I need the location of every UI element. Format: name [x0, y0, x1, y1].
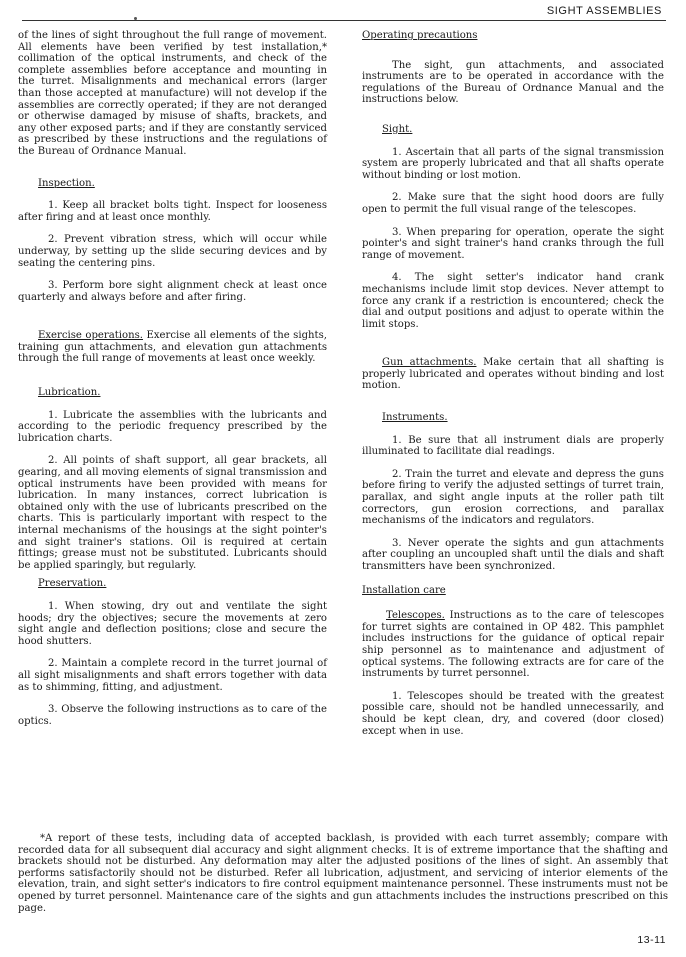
inspection-heading: Inspection.	[38, 177, 95, 189]
sight-item-4: 4. The sight setter's indicator hand crank mechanisms include limit stop devices. Never attempt to force any crank if a restriction is encountered; check the dial and output positions and adjust to operate within the limit stops.	[362, 272, 664, 330]
instruments-heading: Instruments.	[382, 412, 448, 424]
telescopes-item-1: 1. Telescopes should be treated with the greatest possible care, should not be handled unnecessarily, and should be kept clean, dry, and covered (door closed) except when in use.	[362, 690, 664, 737]
telescopes-paragraph	[362, 610, 664, 680]
sight-heading: Sight.	[382, 123, 413, 135]
scan-mark	[134, 17, 137, 20]
footnote	[18, 833, 668, 914]
intro-paragraph: of the lines of sight throughout the full range of movement. All elements have been verified by test installation,* collimation of the optical instruments, and check of the complete assemblies before acceptance and mounting in the turret. Misalignments and mechanical errors (larger than those accepted at manufacture) will not develop if the assemblies are correctly operated; if they are not deranged or otherwise damaged by misuse of shafts, brackets, and any other exposed parts; and if they are constantly serviced as prescribed by these instructions and the regulations of the Bureau of Ordnance Manual.	[18, 30, 327, 157]
telescopes-text: Instructions as to the care of telescopes for turret sights are contained in OP 482. This pamphlet includes instructions for the guidance of optical repair ship personnel as to maintenance and adjustment of optical systems. The following extracts are for care of the instruments by turret personnel.	[362, 610, 664, 680]
preservation-item-2: 2. Maintain a complete record in the turret journal of all sight misalignments and shaft errors together with data as to shimming, fitting, and adjustment.	[18, 658, 327, 693]
page-number: 13-11	[637, 934, 666, 946]
operating-heading: Operating precautions	[362, 30, 478, 41]
preservation-item-3: 3. Observe the following instructions as to care of the optics.	[18, 704, 327, 727]
preservation-item-1: 1. When stowing, dry out and ventilate the sight hoods; dry the objectives; secure the movements at zero sight angle and deflection positions; close and secure the hood shutters.	[18, 600, 327, 647]
inspection-item-2: 2. Prevent vibration stress, which will occur while underway, by setting up the slide securing devices and by seating the centering pins.	[18, 234, 327, 269]
running-header	[22, 0, 666, 21]
right-column	[362, 30, 664, 737]
inspection-item-1: 1. Keep all bracket bolts tight. Inspect for looseness after firing and at least once monthly.	[18, 200, 327, 223]
telescopes-heading: Telescopes.	[386, 610, 445, 622]
gun-attachments-heading: Gun attachments.	[382, 357, 477, 369]
sight-item-1: 1. Ascertain that all parts of the signal transmission system are properly lubricated and that all shafts operate without binding or lost motion.	[362, 146, 664, 181]
operating-text: The sight, gun attachments, and associated instruments are to be operated in accordance with the regulations of the Bureau of Ordnance Manual and the instructions below.	[362, 59, 664, 106]
lubrication-item-1: 1. Lubricate the assemblies with the lubricants and according to the periodic frequency prescribed by the lubrication charts.	[18, 409, 327, 444]
gun-attachments-text: Make certain that all shafting is properly lubricated and operates without binding and lost motion.	[362, 357, 664, 392]
footnote-text: *A report of these tests, including data of accepted backlash, is provided with each turret assembly; compare with recorded data for all subsequent dial accuracy and sight alignment checks. It is of extreme importance that the shafting and brackets should not be disturbed. Any deformation may alter the adjusted positions of the lines of sight. An assembly that performs satisfactorily should not be disturbed. Refer all lubrication, adjustment, and servicing of interior elements of the elevation, train, and sight setter's indicators to fire control equipment maintenance personnel. These instruments must not be opened by turret personnel. Maintenance care of the sights and gun attachments includes the instructions prescribed on this page.	[18, 833, 668, 914]
instruments-item-3: 3. Never operate the sights and gun attachments after coupling an uncoupled shaft until the dials and shaft transmitters have been synchronized.	[362, 537, 664, 572]
exercise-paragraph	[18, 330, 327, 365]
sight-item-2: 2. Make sure that the sight hood doors are fully open to permit the full visual range of the telescopes.	[362, 192, 664, 215]
instruments-item-2: 2. Train the turret and elevate and depress the guns before firing to verify the adjusted settings of turret train, parallax, and sight angle inputs at the roller path tilt correctors, gun erosion corrections, and parallax mechanisms of the indicators and regulators.	[362, 468, 664, 527]
instruments-item-1: 1. Be sure that all instrument dials are properly illuminated to facilitate dial readings.	[362, 434, 664, 458]
sight-item-3: 3. When preparing for operation, operate the sight pointer's and sight trainer's hand cranks through the full range of movement.	[362, 226, 664, 261]
left-column	[18, 30, 327, 727]
inspection-item-3: 3. Perform bore sight alignment check at least once quarterly and always before and after firing.	[18, 280, 327, 303]
header-title: SIGHT ASSEMBLIES	[546, 5, 662, 17]
gun-attachments-paragraph	[362, 357, 664, 392]
installation-heading: Installation care	[362, 584, 446, 596]
preservation-heading: Preservation.	[38, 578, 107, 590]
exercise-heading: Exercise operations.	[38, 330, 143, 342]
exercise-text: Exercise all elements of the sights, training gun attachments, and elevation gun attachments through the full range of movements at least once weekly.	[18, 330, 327, 365]
lubrication-heading: Lubrication.	[38, 387, 101, 399]
lubrication-item-2: 2. All points of shaft support, all gear brackets, all gearing, and all moving elements of signal transmission and optical instruments have been provided with means for lubrication. In many instances, correct lubrication is obtained only with the use of lubricants prescribed on the charts. This is particularly important with respect to the internal mechanisms of the housings at the sight pointer's and sight trainer's stations. Oil is required at certain fittings; grease must not be substituted. Lubricants should be applied sparingly, but regularly.	[18, 455, 327, 571]
